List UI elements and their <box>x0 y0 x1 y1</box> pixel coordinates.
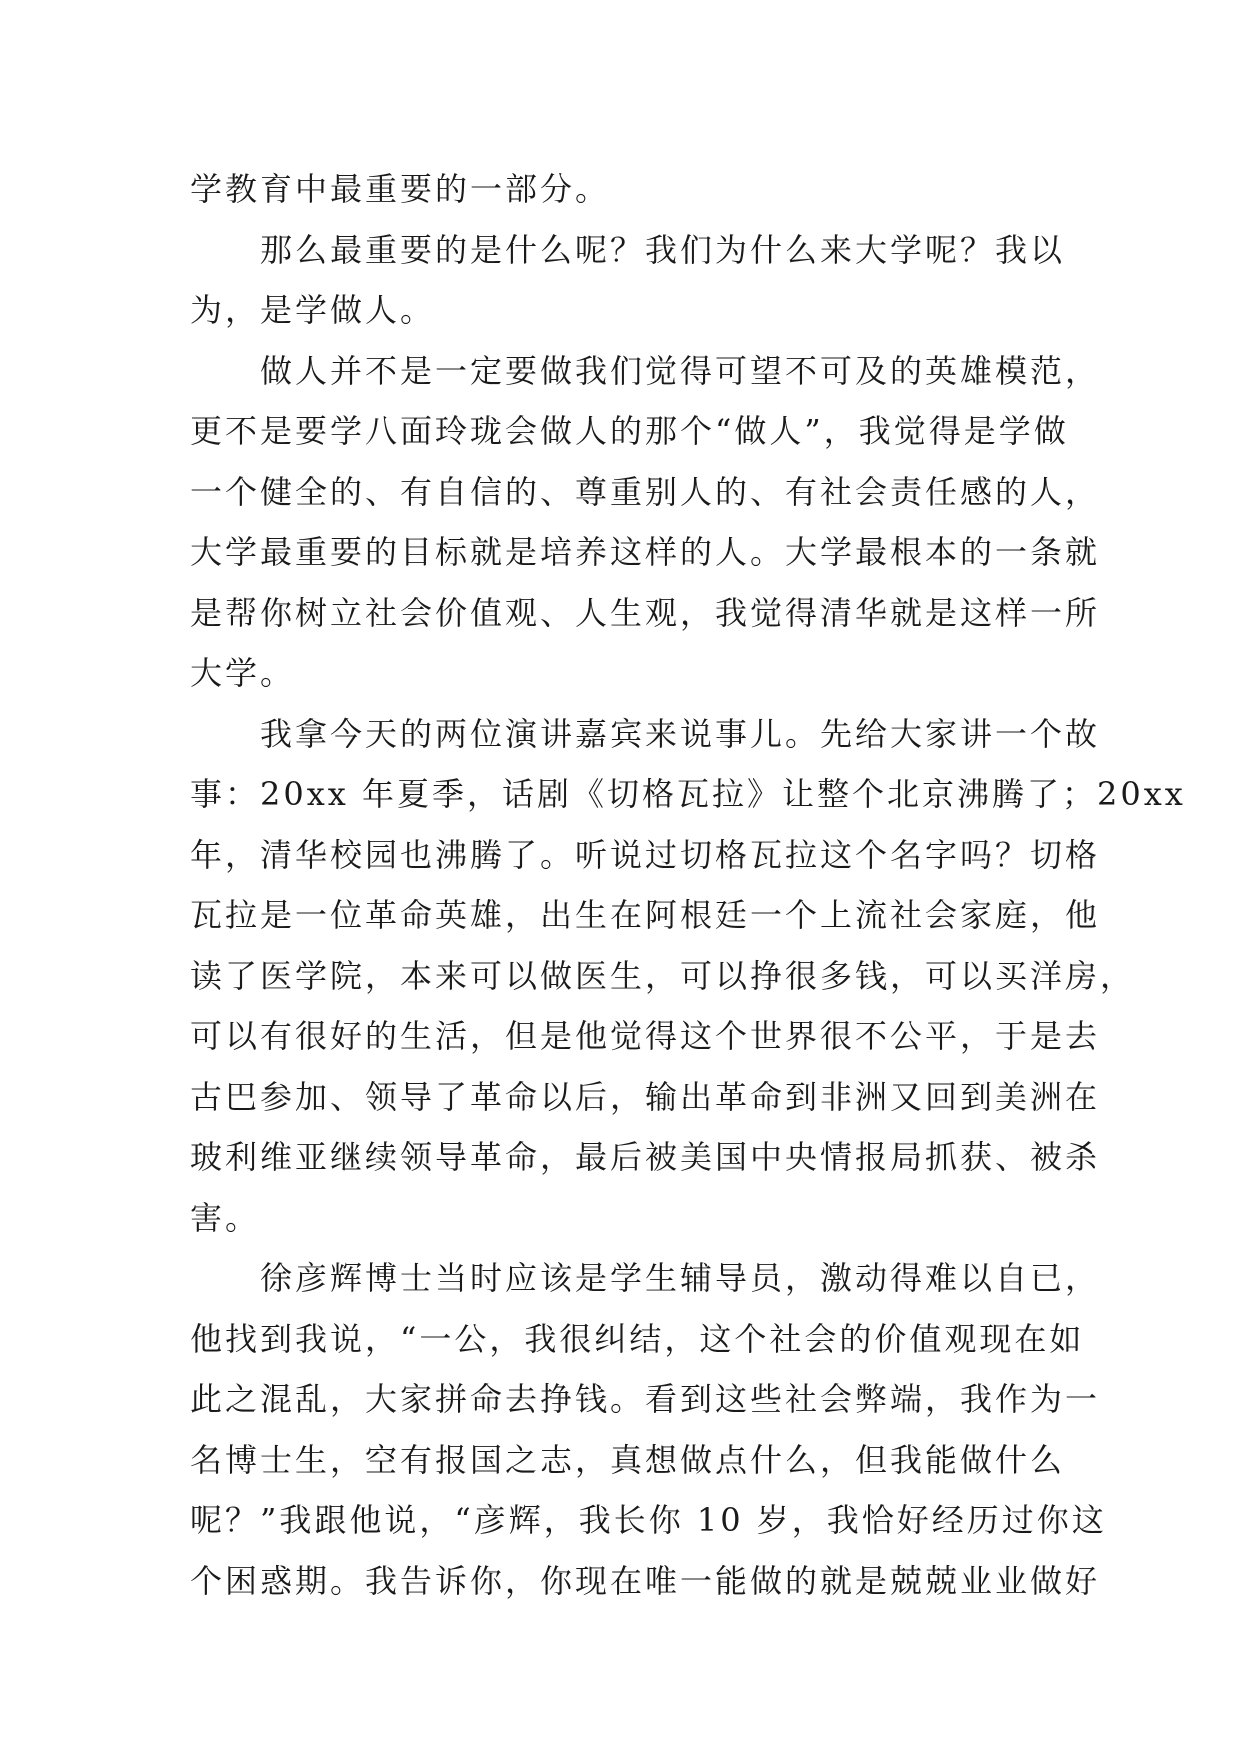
text-line: 做人并不是一定要做我们觉得可望不可及的英雄模范， <box>260 351 1101 390</box>
text-line: 可以有很好的生活，但是他觉得这个世界很不公平，于是去 <box>190 1017 1101 1055</box>
text-line: 事：20xx 年夏季，话剧《切格瓦拉》让整个北京沸腾了；20xx <box>190 775 1186 813</box>
text-line: 大学最重要的目标就是培养这样的人。大学最根本的一条就 <box>190 533 1101 571</box>
text-line: 此之混乱，大家拼命去挣钱。看到这些社会弊端，我作为一 <box>190 1380 1101 1418</box>
text-line: 瓦拉是一位革命英雄，出生在阿根廷一个上流社会家庭，他 <box>190 896 1101 934</box>
text-line: 学教育中最重要的一部分。 <box>190 170 611 208</box>
text-line: 害。 <box>190 1198 261 1237</box>
document-body <box>190 159 1186 1611</box>
text-line: 大学。 <box>190 654 296 692</box>
text-line: 玻利维亚继续领导革命，最后被美国中央情报局抓获、被杀 <box>190 1138 1101 1176</box>
text-line: 一个健全的、有自信的、尊重别人的、有社会责任感的人， <box>190 472 1101 511</box>
text-line: 个困惑期。我告诉你，你现在唯一能做的就是兢兢业业做好 <box>190 1561 1101 1600</box>
text-line: 徐彦辉博士当时应该是学生辅导员，激动得难以自已， <box>260 1259 1101 1297</box>
text-line: 名博士生，空有报国之志，真想做点什么，但我能做什么 <box>190 1440 1066 1479</box>
text-line: 古巴参加、领导了革命以后，输出革命到非洲又回到美洲在 <box>190 1077 1101 1116</box>
text-line: 我拿今天的两位演讲嘉宾来说事儿。先给大家讲一个故 <box>260 714 1101 753</box>
text-line: 是帮你树立社会价值观、人生观，我觉得清华就是这样一所 <box>190 593 1101 632</box>
text-line: 更不是要学八面玲珑会做人的那个“做人”，我觉得是学做 <box>190 412 1069 450</box>
text-line: 年，清华校园也沸腾了。听说过切格瓦拉这个名字吗？切格 <box>190 835 1101 874</box>
text-line: 读了医学院，本来可以做医生，可以挣很多钱，可以买洋房， <box>190 956 1136 995</box>
text-line: 那么最重要的是什么呢？我们为什么来大学呢？我以 <box>260 230 1066 269</box>
text-line: 为，是学做人。 <box>190 291 436 329</box>
text-line: 呢？”我跟他说，“彦辉，我长你 10 岁，我恰好经历过你这 <box>190 1501 1107 1539</box>
text-line: 他找到我说，“一公，我很纠结，这个社会的价值观现在如 <box>190 1319 1085 1358</box>
